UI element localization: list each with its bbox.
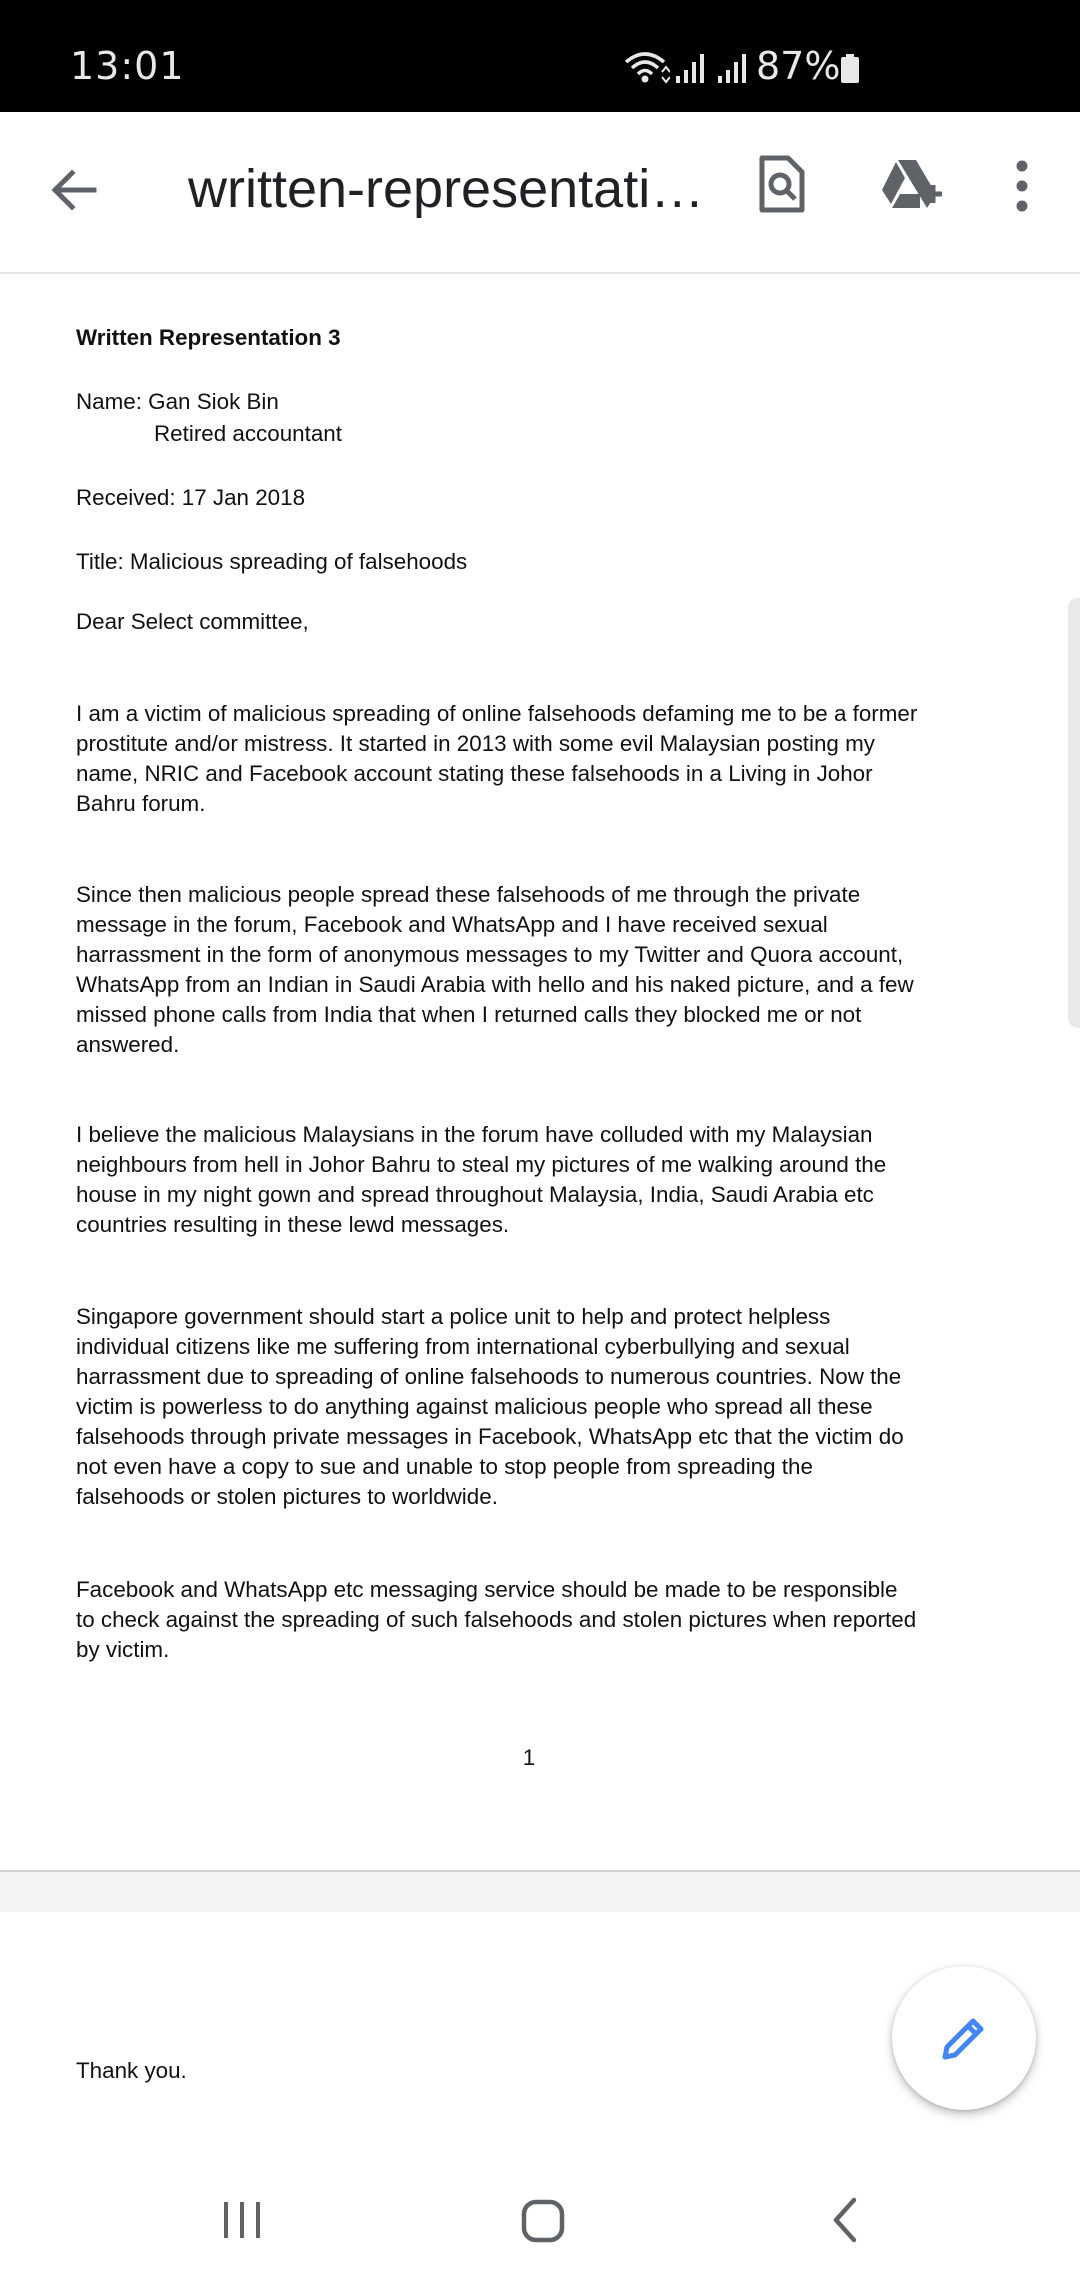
paragraph-line: I am a victim of malicious spreading of online falsehoods defaming me to be a former — [76, 701, 918, 726]
status-time: 13:01 — [70, 44, 185, 88]
scrollbar-thumb[interactable] — [1068, 598, 1080, 1028]
paragraph-line: harrassment in the form of anonymous messages to my Twitter and Quora account, — [76, 942, 904, 967]
name-line: Name: Gan Siok Bin — [76, 389, 279, 414]
salutation: Dear Select committee, — [76, 609, 309, 634]
paragraph-3 — [76, 1120, 1006, 1240]
paragraph-line: victim is powerless to do anything against malicious people who spread all these — [76, 1394, 873, 1419]
system-nav-bar — [0, 2162, 1080, 2280]
home-icon[interactable] — [520, 2198, 566, 2244]
wifi-icon — [624, 50, 670, 84]
back-arrow-icon[interactable] — [46, 162, 102, 218]
paragraph-line: falsehoods or stolen pictures to worldwide. — [76, 1484, 498, 1509]
add-to-drive-icon[interactable] — [880, 158, 944, 212]
received-line: Received: 17 Jan 2018 — [76, 485, 306, 510]
paragraph-line: countries resulting in these lewd messages. — [76, 1212, 510, 1237]
edit-pencil-icon — [937, 2011, 991, 2065]
app-bar — [0, 112, 1080, 274]
paragraph-line: by victim. — [76, 1637, 170, 1662]
battery-percent: 87% — [756, 44, 841, 88]
title-line: Title: Malicious spreading of falsehoods — [76, 549, 468, 574]
paragraph-4 — [76, 1302, 1006, 1512]
paragraph-line: answered. — [76, 1032, 180, 1057]
paragraph-2 — [76, 880, 1006, 1060]
paragraph-line: name, NRIC and Facebook account stating these falsehoods in a Living in Johor — [76, 761, 873, 786]
signal-icon — [716, 52, 752, 84]
page-separator — [0, 1872, 1080, 1912]
paragraph-line: to check against the spreading of such falsehoods and stolen pictures when reported — [76, 1607, 917, 1632]
paragraph-line: prostitute and/or mistress. It started in 2013 with some evil Malaysian posting my — [76, 731, 875, 756]
paragraph-line: message in the forum, Facebook and WhatsApp and I have received sexual — [76, 912, 828, 937]
paragraph-line: Singapore government should start a police unit to help and protect helpless — [76, 1304, 831, 1329]
closing-text: Thank you. — [76, 2058, 187, 2083]
paragraph-line: missed phone calls from India that when I returned calls they blocked me or not — [76, 1002, 862, 1027]
recent-apps-icon[interactable] — [220, 2198, 264, 2242]
status-bar — [0, 0, 1080, 112]
paragraph-line: not even have a copy to sue and unable to stop people from spreading the — [76, 1454, 813, 1479]
paragraph-line: I believe the malicious Malaysians in the forum have colluded with my Malaysian — [76, 1122, 873, 1147]
signal-icon — [674, 52, 710, 84]
paragraph-line: WhatsApp from an Indian in Saudi Arabia with hello and his naked picture, and a few — [76, 972, 914, 997]
paragraph-1 — [76, 699, 1006, 819]
document-heading: Written Representation 3 — [76, 325, 341, 350]
paragraph-line: Facebook and WhatsApp etc messaging service should be made to be responsible — [76, 1577, 898, 1602]
paragraph-line: neighbours from hell in Johor Bahru to steal my pictures of me walking around the — [76, 1152, 887, 1177]
paragraph-line: Bahru forum. — [76, 791, 206, 816]
document-title: written-representati… — [188, 159, 705, 219]
edit-button[interactable] — [892, 1966, 1036, 2110]
page-number: 1 — [522, 1745, 536, 1770]
paragraph-5 — [76, 1575, 1006, 1665]
find-in-page-icon[interactable] — [758, 154, 806, 214]
paragraph-line: falsehoods through private messages in Facebook, WhatsApp etc that the victim do — [76, 1424, 904, 1449]
paragraph-line: Since then malicious people spread these falsehoods of me through the private — [76, 882, 861, 907]
paragraph-line: harrassment due to spreading of online falsehoods to numerous countries. Now the — [76, 1364, 902, 1389]
more-vert-icon[interactable] — [1006, 158, 1038, 214]
paragraph-line: house in my night gown and spread throughout Malaysia, India, Saudi Arabia etc — [76, 1182, 874, 1207]
back-icon[interactable] — [828, 2196, 862, 2244]
paragraph-line: individual citizens like me suffering from international cyberbullying and sexual — [76, 1334, 850, 1359]
battery-icon — [840, 54, 860, 84]
occupation-line: Retired accountant — [154, 421, 342, 446]
